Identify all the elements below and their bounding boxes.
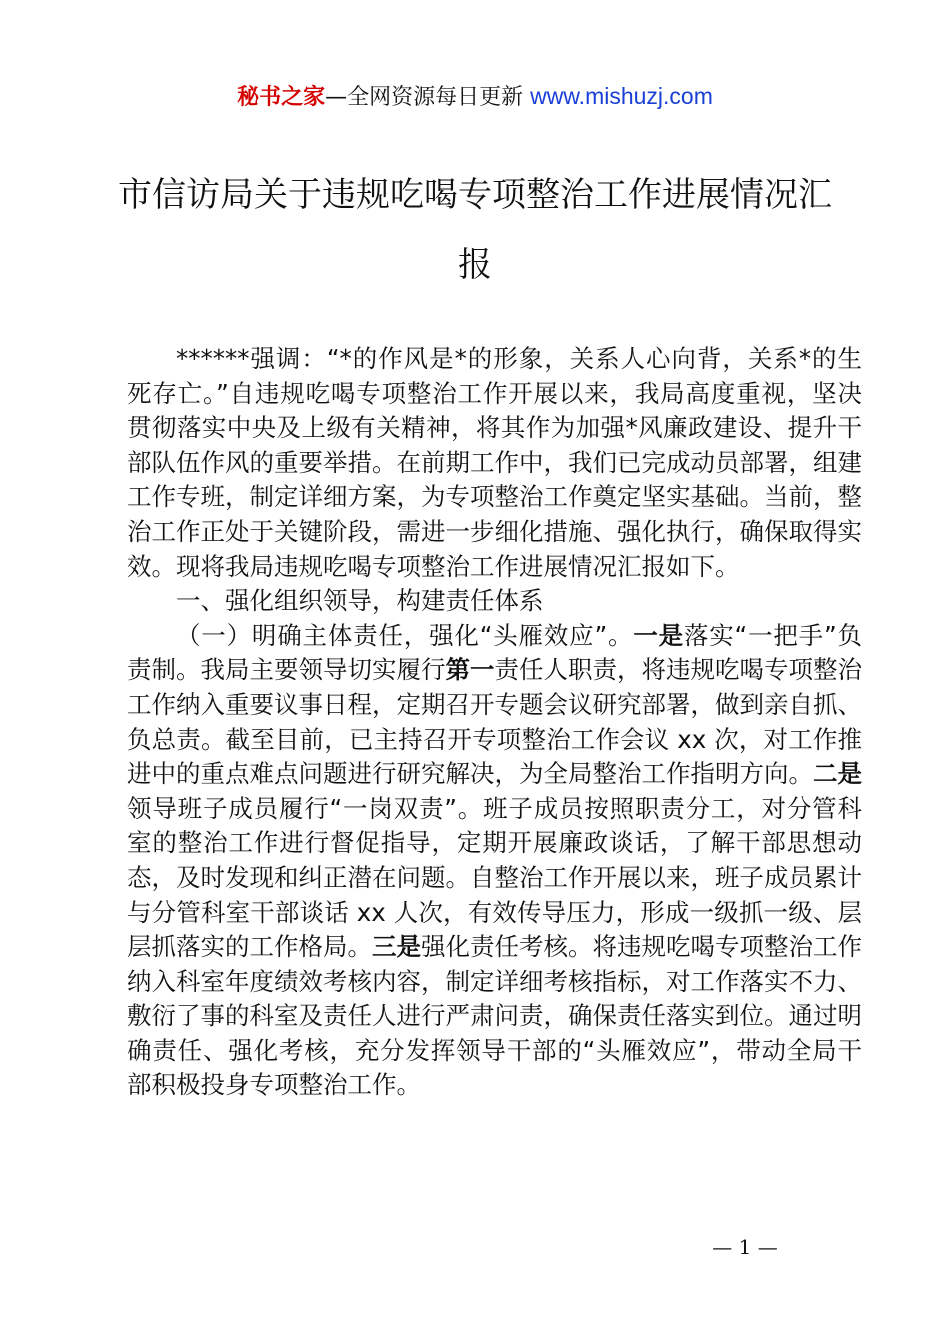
site-url-link[interactable]: www.mishuzj.com bbox=[530, 83, 713, 109]
subsection-lead: （一）明确主体责任，强化“头雁效应”。 bbox=[176, 620, 634, 650]
point-text-1b: 责任人职责，将违规吃喝专项整治工作纳入重要议事日程，定期召开专题会议研究部署，做到亲自抓、负总责。截至目前，已主持召开专项整治工作会议 xx 次，对工作推进中的重点难点问题进行研究解决，为全局整治工作指明方向。 bbox=[127, 655, 862, 789]
point-text-2: 领导班子成员履行“一岗双责”。班子成员按照职责分工，对分管科室的整治工作进行督促指导，定期开展廉政谈话，了解干部思想动态，及时发现和纠正潜在问题。自整治工作开展以来，班子成员累计与分管科室干部谈话 xx 人次，有效传导压力，形成一级抓一级、层层抓落实的工作格局。 bbox=[127, 793, 862, 962]
point-marker-1: 一是 bbox=[633, 620, 684, 650]
subsection-paragraph-1 bbox=[127, 619, 862, 1103]
point-marker-3: 三是 bbox=[372, 932, 421, 962]
document-title: 市信访局关于违规吃喝专项整治工作进展情况汇报 bbox=[118, 175, 832, 285]
document-body bbox=[127, 342, 862, 1103]
point-text-3: 强化责任考核。将违规吃喝专项整治工作纳入科室年度绩效考核内容，制定详细考核指标，对工作落实不力、敷衍了事的科室及责任人进行严肃问责，确保责任落实到位。通过明确责任、强化考核，充分发挥领导干部的“头雁效应”，带动全局干部积极投身专项整治工作。 bbox=[127, 932, 862, 1100]
brand-name: 秘书之家 bbox=[237, 85, 326, 110]
section-heading-1: 一、强化组织领导，构建责任体系 bbox=[176, 586, 544, 616]
site-banner bbox=[0, 80, 950, 114]
emphasis-first: 第一 bbox=[445, 655, 495, 685]
banner-slogan: —全网资源每日更新 bbox=[325, 85, 531, 110]
point-marker-2: 二是 bbox=[813, 759, 862, 789]
intro-paragraph: ******强调：“*的作风是*的形象，关系人心向背，关系*的生死存亡。”自违规吃喝专项整治工作开展以来，我局高度重视，坚决贯彻落实中央及上级有关精神，将其作为加强*风廉政建设、提升干部队伍作风的重要举措。在前期工作中，我们已完成动员部署，组建工作专班，制定详细方案，为专项整治工作奠定坚实基础。当前，整治工作正处于关键阶段，需进一步细化措施、强化执行，确保取得实效。现将我局违规吃喝专项整治工作进展情况汇报如下。 bbox=[127, 344, 862, 581]
point-text-1: 落实“一把手”负责制。我局主要领导切实履行 bbox=[127, 620, 863, 685]
page-number: — 1 — bbox=[712, 1235, 778, 1259]
